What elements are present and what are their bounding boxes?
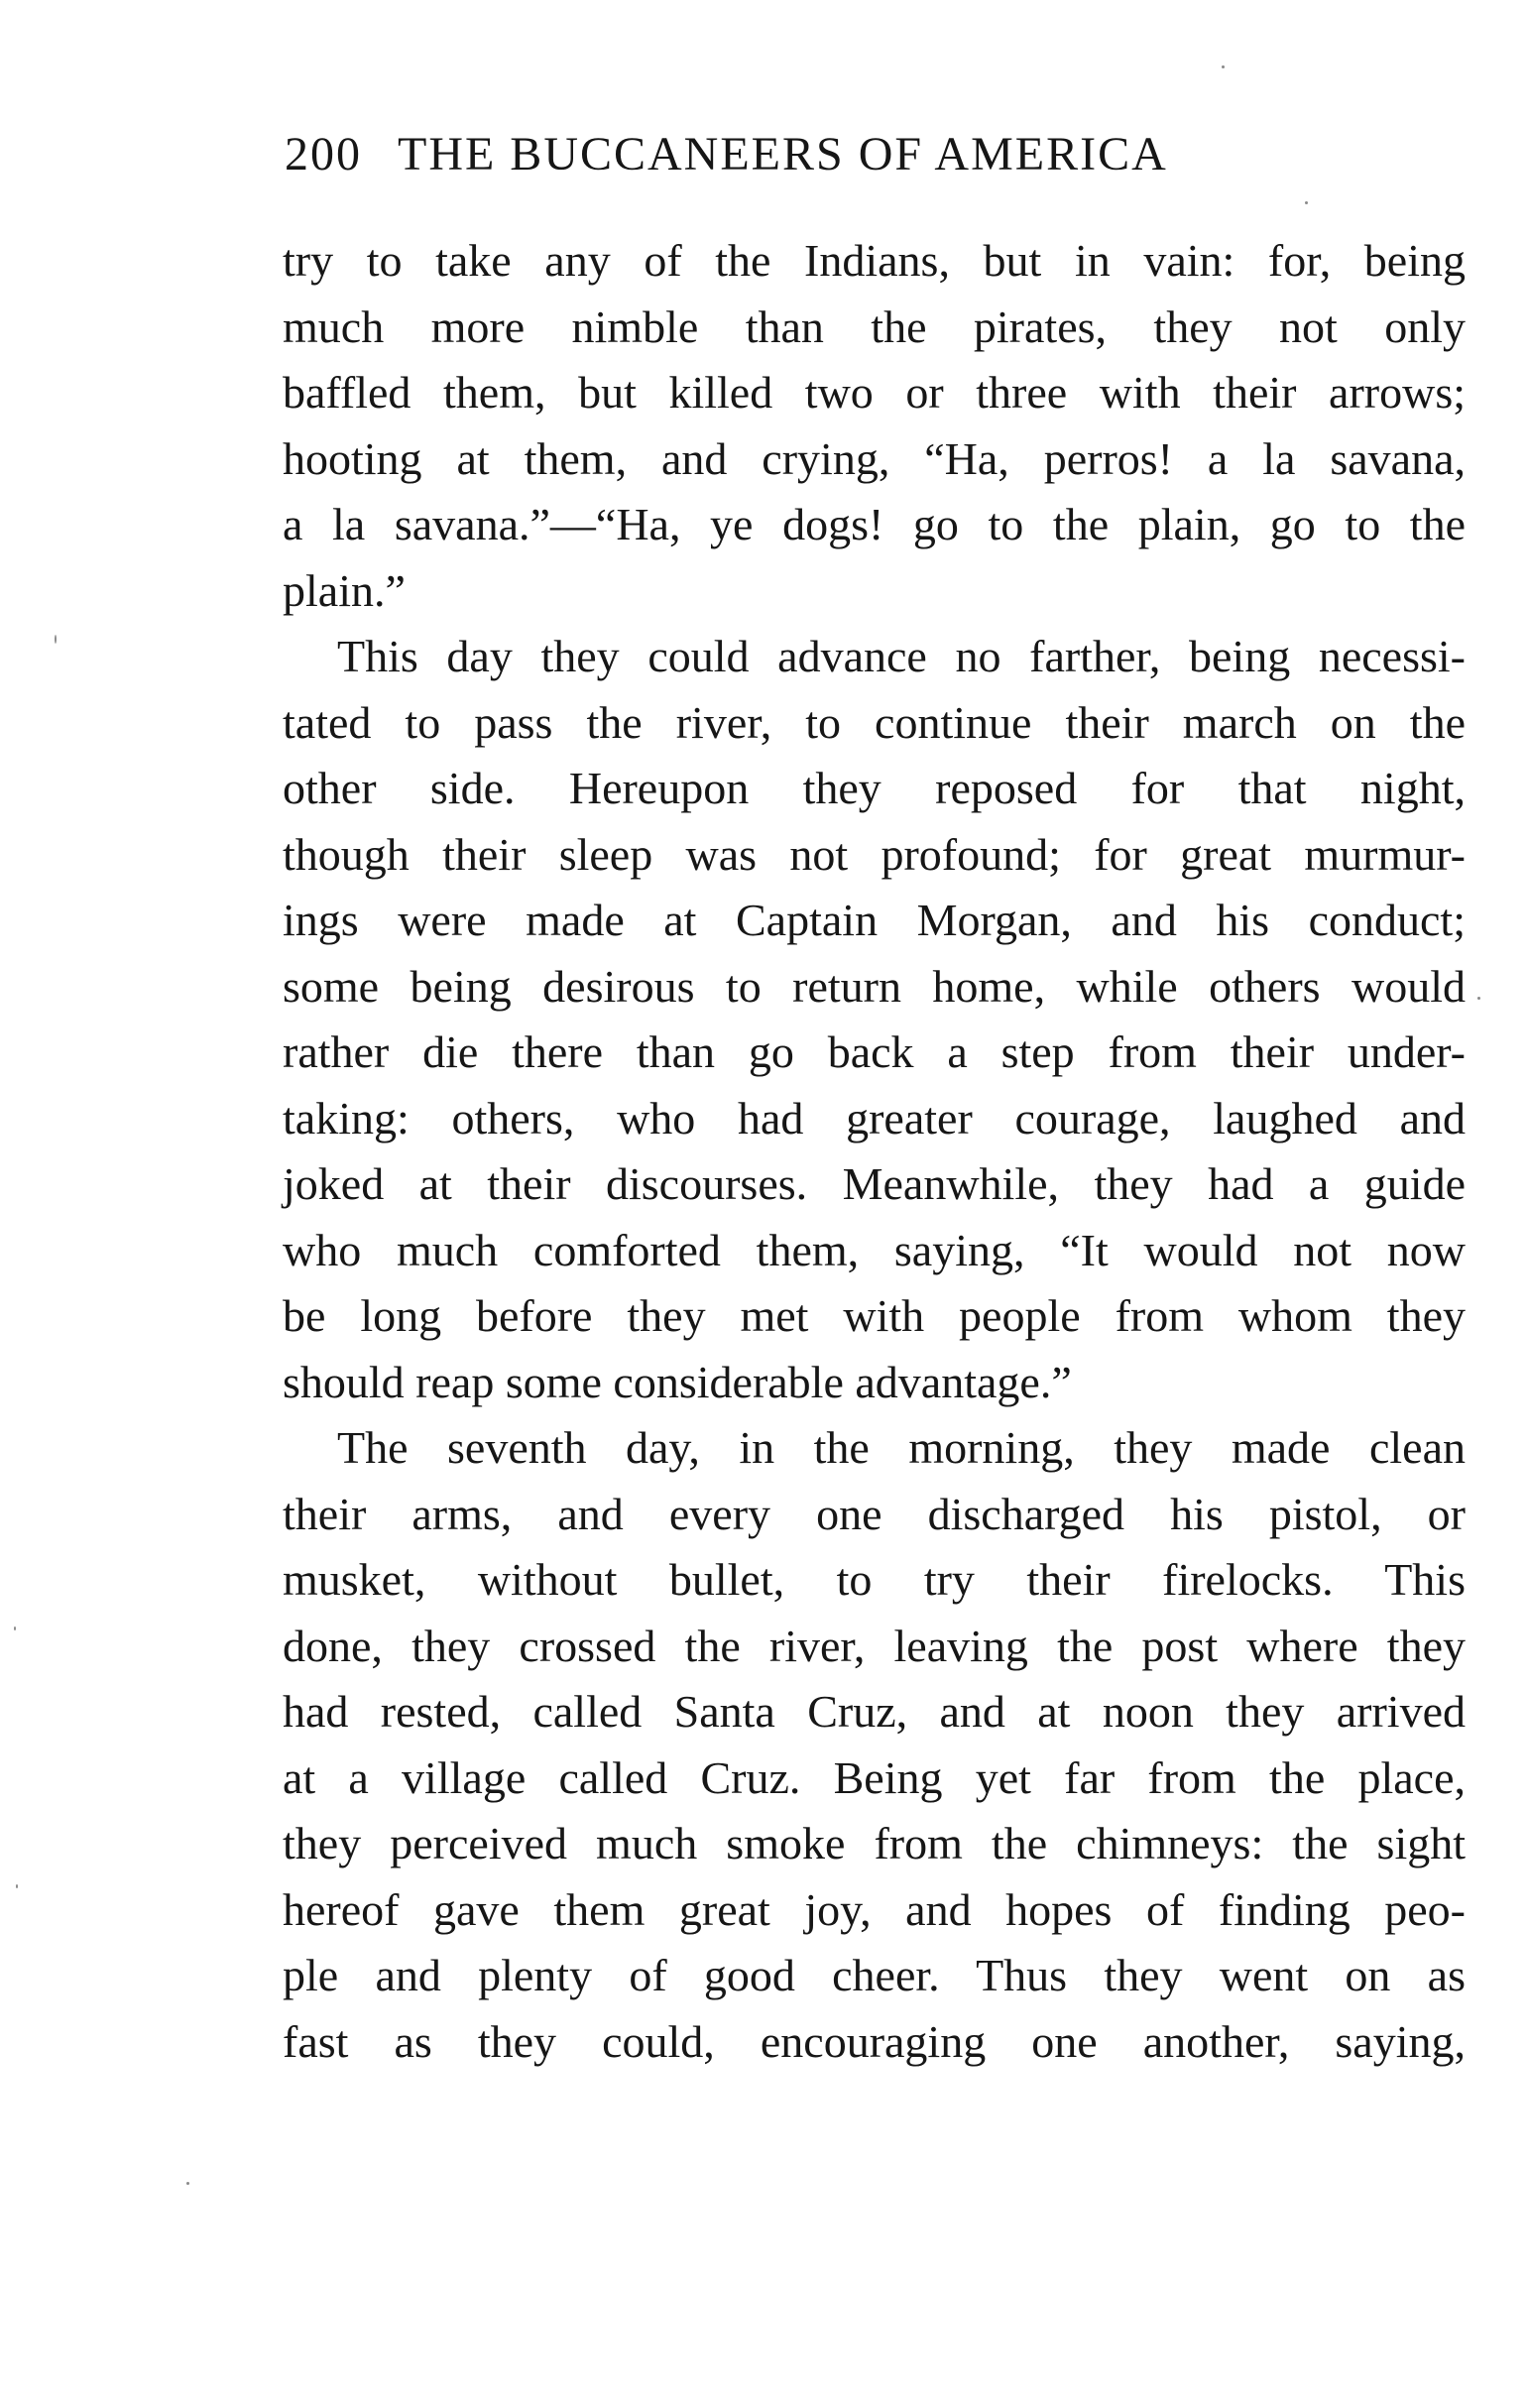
text-line: though their sleep was not profound; for great murmur-	[283, 828, 1466, 880]
text-line: This day they could advance no farther, being necessi-	[337, 631, 1466, 681]
paper-speck	[1222, 65, 1225, 68]
text-line: at a village called Cruz. Being yet far from the place,	[283, 1751, 1466, 1803]
text-line: should reap some considerable advantage.”	[283, 1356, 1072, 1407]
text-line: ings were made at Captain Morgan, and his conduct;	[283, 895, 1466, 945]
text-line: a la savana.”—“Ha, ye dogs! go to the plain, go to the	[283, 499, 1466, 549]
text-line: rather die there than go back a step from their under-	[283, 1026, 1466, 1077]
text-line: musket, without bullet, to try their firelocks. This	[283, 1554, 1466, 1605]
running-title: THE BUCCANEERS OF AMERICA	[398, 128, 1168, 181]
text-line: tated to pass the river, to continue their march on the	[283, 696, 1466, 748]
text-line: try to take any of the Indians, but in vain: for, being	[283, 235, 1466, 286]
text-line: other side. Hereupon they reposed for that night,	[283, 763, 1466, 813]
paper-speck	[14, 1626, 16, 1630]
paper-speck	[16, 1884, 18, 1888]
text-line: joked at their discourses. Meanwhile, they had a guide	[283, 1158, 1466, 1209]
text-line: some being desirous to return home, while others would	[283, 960, 1466, 1012]
page-number: 200	[285, 128, 362, 181]
paper-speck	[55, 635, 57, 644]
text-line: plain.”	[283, 564, 406, 616]
paper-speck	[1305, 201, 1308, 204]
text-line: had rested, called Santa Cruz, and at noon they arrived	[283, 1686, 1466, 1737]
text-line: hereof gave them great joy, and hopes of finding peo-	[283, 1883, 1466, 1935]
text-line: be long before they met with people from whom they	[283, 1290, 1466, 1341]
text-line: hooting at them, and crying, “Ha, perros! a la savana,	[283, 432, 1466, 484]
paper-speck	[186, 2182, 189, 2185]
text-line: fast as they could, encouraging one another, saying,	[283, 2015, 1466, 2067]
text-line: The seventh day, in the morning, they made clean	[337, 1422, 1466, 1473]
body-text	[283, 228, 1466, 2075]
text-line: much more nimble than the pirates, they not only	[283, 301, 1466, 352]
running-header	[285, 127, 1365, 181]
text-line: taking: others, who had greater courage, laughed and	[283, 1092, 1466, 1144]
text-line: done, they crossed the river, leaving the post where they	[283, 1620, 1466, 1671]
text-line: ple and plenty of good cheer. Thus they went on as	[283, 1950, 1466, 2000]
text-line: who much comforted them, saying, “It would not now	[283, 1224, 1466, 1275]
text-line: they perceived much smoke from the chimneys: the sight	[283, 1818, 1466, 1868]
text-line: baffled them, but killed two or three with their arrows;	[283, 367, 1466, 418]
paper-speck	[1477, 997, 1480, 1000]
text-line: their arms, and every one discharged his pistol, or	[283, 1488, 1466, 1539]
